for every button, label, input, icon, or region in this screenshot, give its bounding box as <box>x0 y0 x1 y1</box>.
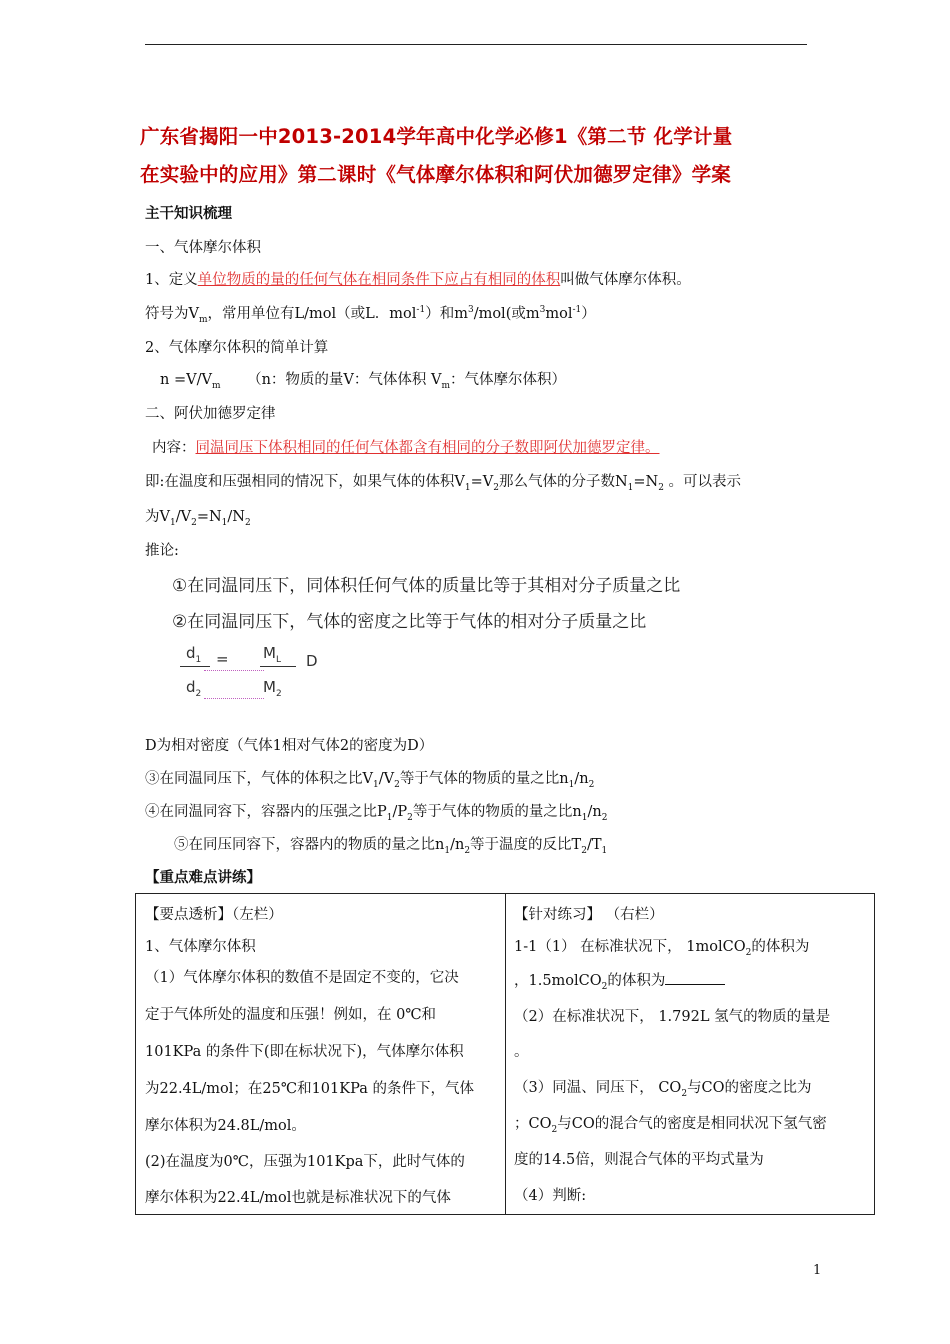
t: 1 <box>581 812 588 823</box>
t: /mol(或m <box>473 306 540 322</box>
t: m <box>211 380 221 391</box>
t: -1 <box>572 305 582 316</box>
s2-heading: 二、阿伏加德罗定律 <box>145 406 276 422</box>
def-suffix: 叫做气体摩尔体积。 <box>560 272 691 288</box>
t: 的体积为 <box>607 973 666 989</box>
t: 2 <box>551 1124 558 1135</box>
t: M <box>263 678 276 696</box>
right-line <box>514 1076 812 1099</box>
t: 同温同压下体积相同的任何气体都含有相同的分子数即阿伏加德罗定律。 <box>195 440 660 456</box>
t: /T <box>586 837 602 853</box>
inference-4 <box>145 800 607 823</box>
t: 等于温度的反比T <box>470 837 582 853</box>
t: 2 <box>658 482 664 493</box>
t: 与CO的混合气的密度是相同状况下氢气密 <box>557 1116 827 1132</box>
definition-line <box>145 268 691 289</box>
right-line <box>514 935 809 958</box>
t: 1 <box>568 779 575 790</box>
right-line: 度的14.5倍，则混合气体的平均式量为 <box>514 1152 764 1168</box>
t: 的体积为 <box>751 939 810 955</box>
t: 2 <box>601 812 608 823</box>
t: 1 <box>169 517 176 528</box>
inference-1: ①在同温同压下，同体积任何气体的质量比等于其相对分子质量之比 <box>172 576 681 596</box>
t: 2 <box>191 517 197 528</box>
t: ，常用单位有L/mol（或L．mol <box>207 306 417 322</box>
t: m <box>198 314 208 325</box>
t: ③在同温同压下，气体的体积之比V <box>145 771 373 787</box>
t: 2 <box>681 1088 688 1099</box>
def-prefix: 1、定义 <box>145 272 198 288</box>
t: 1 <box>386 812 393 823</box>
t: m <box>441 380 451 391</box>
def-underlined: 单位物质的量的任何气体在相同条件下应占有相同的体积 <box>197 272 561 288</box>
t: 等于气体的物质的量之比n <box>399 771 569 787</box>
s1-heading: 一、气体摩尔体积 <box>145 240 261 256</box>
t: 3 <box>539 305 546 316</box>
avogadro-content <box>152 436 660 457</box>
t: 2 <box>745 947 752 958</box>
t: /n <box>574 771 589 787</box>
t: /N <box>227 509 245 525</box>
left-line: 摩尔体积为22.4L/mol也就是标准状况下的气体 <box>145 1190 451 1206</box>
right-line: （4）判断: <box>514 1188 587 1204</box>
frac-bar-right <box>260 666 296 667</box>
left-line: （1）气体摩尔体积的数值不是固定不变的，它决 <box>145 970 459 986</box>
t: 1-1（1） 在标准状况下， 1molCO <box>514 939 746 955</box>
left-line: 101KPa 的条件下(即在标状况下)，气体摩尔体积 <box>145 1044 464 1060</box>
t: 1 <box>601 845 608 856</box>
t: 1 <box>627 482 634 493</box>
t: 2 <box>244 517 251 528</box>
left-line: 为22.4L/mol；在25℃和101KPa 的条件下，气体 <box>145 1081 474 1097</box>
t: M <box>263 644 276 662</box>
t: 1 <box>444 845 451 856</box>
t: 2 <box>407 812 413 823</box>
t: d <box>186 678 196 696</box>
density-fraction <box>170 640 340 702</box>
frac-dotted-2 <box>204 698 264 699</box>
t: （n：物质的量V：气体体积 V <box>247 372 442 388</box>
t: /V <box>378 771 395 787</box>
inference-label: 推论: <box>145 543 179 559</box>
t: 3 <box>467 305 474 316</box>
t: =N <box>196 509 222 525</box>
section-main-heading: 主干知识梳理 <box>145 205 232 222</box>
t: ，1.5molCO <box>514 973 602 989</box>
symbol-line <box>145 302 596 325</box>
t: 。可以表示 <box>663 474 742 490</box>
answer-blank[interactable] <box>665 970 725 985</box>
t: n =V/V <box>160 372 212 388</box>
t: ⑤在同压同容下，容器内的物质的量之比n <box>174 837 445 853</box>
t: /P <box>392 804 408 820</box>
t: =N <box>633 474 659 490</box>
left-header: 【要点透析】（左栏） <box>145 907 283 923</box>
calc-formula-line <box>160 368 566 391</box>
t: 符号为V <box>145 306 199 322</box>
left-line: 定于气体所处的温度和压强！例如，在 0℃和 <box>145 1007 437 1023</box>
right-line <box>514 1112 827 1135</box>
t: =V <box>470 474 494 490</box>
right-line: （2）在标准状况下， 1.792L 氢气的物质的量是 <box>514 1009 831 1025</box>
t: ）和m <box>425 306 468 322</box>
t: 2 <box>464 845 471 856</box>
t: ④在同温同容下，容器内的压强之比P <box>145 804 387 820</box>
t: 2 <box>493 482 499 493</box>
t: ） <box>581 306 596 322</box>
t: 那么气体的分子数N <box>498 474 628 490</box>
left-line: 摩尔体积为24.8L/mol。 <box>145 1118 306 1134</box>
t: 2 <box>581 845 587 856</box>
t: 1 <box>464 482 471 493</box>
t: 即:在温度和压强相同的情况下，如果气体的体积V <box>145 474 465 490</box>
frac-D: D <box>306 652 318 670</box>
t: 内容： <box>152 440 196 456</box>
t: 2 <box>394 779 400 790</box>
left-line: (2)在温度为0℃，压强为101Kpa下，此时气体的 <box>145 1154 465 1170</box>
t: 为V <box>145 509 170 525</box>
t: /n <box>587 804 602 820</box>
right-line: 。 <box>514 1044 529 1060</box>
t: d <box>186 644 196 662</box>
t: 与CO的密度之比为 <box>687 1080 812 1096</box>
frac-eq: = <box>216 650 229 668</box>
left-line: 1、气体摩尔体积 <box>145 939 256 955</box>
right-header: 【针对练习】 （右栏） <box>514 907 664 923</box>
t: （3）同温、同压下， CO <box>514 1080 682 1096</box>
t: 2 <box>601 981 608 992</box>
right-line <box>514 969 725 992</box>
t: 1 <box>195 655 202 665</box>
explain-line1 <box>145 470 741 493</box>
inference-3 <box>145 767 594 790</box>
t: L <box>275 655 281 665</box>
explain-line2 <box>145 505 251 528</box>
table-divider <box>505 893 506 1215</box>
doc-title-line1: 广东省揭阳一中2013-2014学年高中化学必修1《第二节 化学计量 <box>140 125 733 148</box>
relative-density-note: D为相对密度（气体1相对气体2的密度为D） <box>145 738 434 754</box>
top-rule <box>145 44 807 45</box>
t: 2 <box>588 779 595 790</box>
frac-bar-left <box>180 666 210 667</box>
frac-m2 <box>263 678 282 699</box>
page-number: 1 <box>813 1263 822 1278</box>
t: 1 <box>372 779 379 790</box>
calc-heading: 2、气体摩尔体积的简单计算 <box>145 340 329 356</box>
t: /V <box>175 509 192 525</box>
frac-d1 <box>186 644 201 665</box>
t: ：气体摩尔体积） <box>450 372 567 388</box>
t: mol <box>545 306 573 322</box>
t: 2 <box>275 689 282 699</box>
doc-title-line2: 在实验中的应用》第二课时《气体摩尔体积和阿伏加德罗定律》学案 <box>140 163 732 186</box>
inference-2: ②在同温同压下，气体的密度之比等于气体的相对分子质量之比 <box>172 612 647 632</box>
t: /n <box>450 837 465 853</box>
t: 1 <box>221 517 228 528</box>
frac-m1 <box>263 644 281 665</box>
frac-dotted <box>204 670 264 671</box>
inference-5 <box>174 833 607 856</box>
t: -1 <box>416 305 426 316</box>
key-heading: 【重点难点讲练】 <box>145 869 261 886</box>
t: 等于气体的物质的量之比n <box>412 804 582 820</box>
frac-d2 <box>186 678 201 699</box>
t: 2 <box>195 689 202 699</box>
t: ；CO <box>514 1116 552 1132</box>
